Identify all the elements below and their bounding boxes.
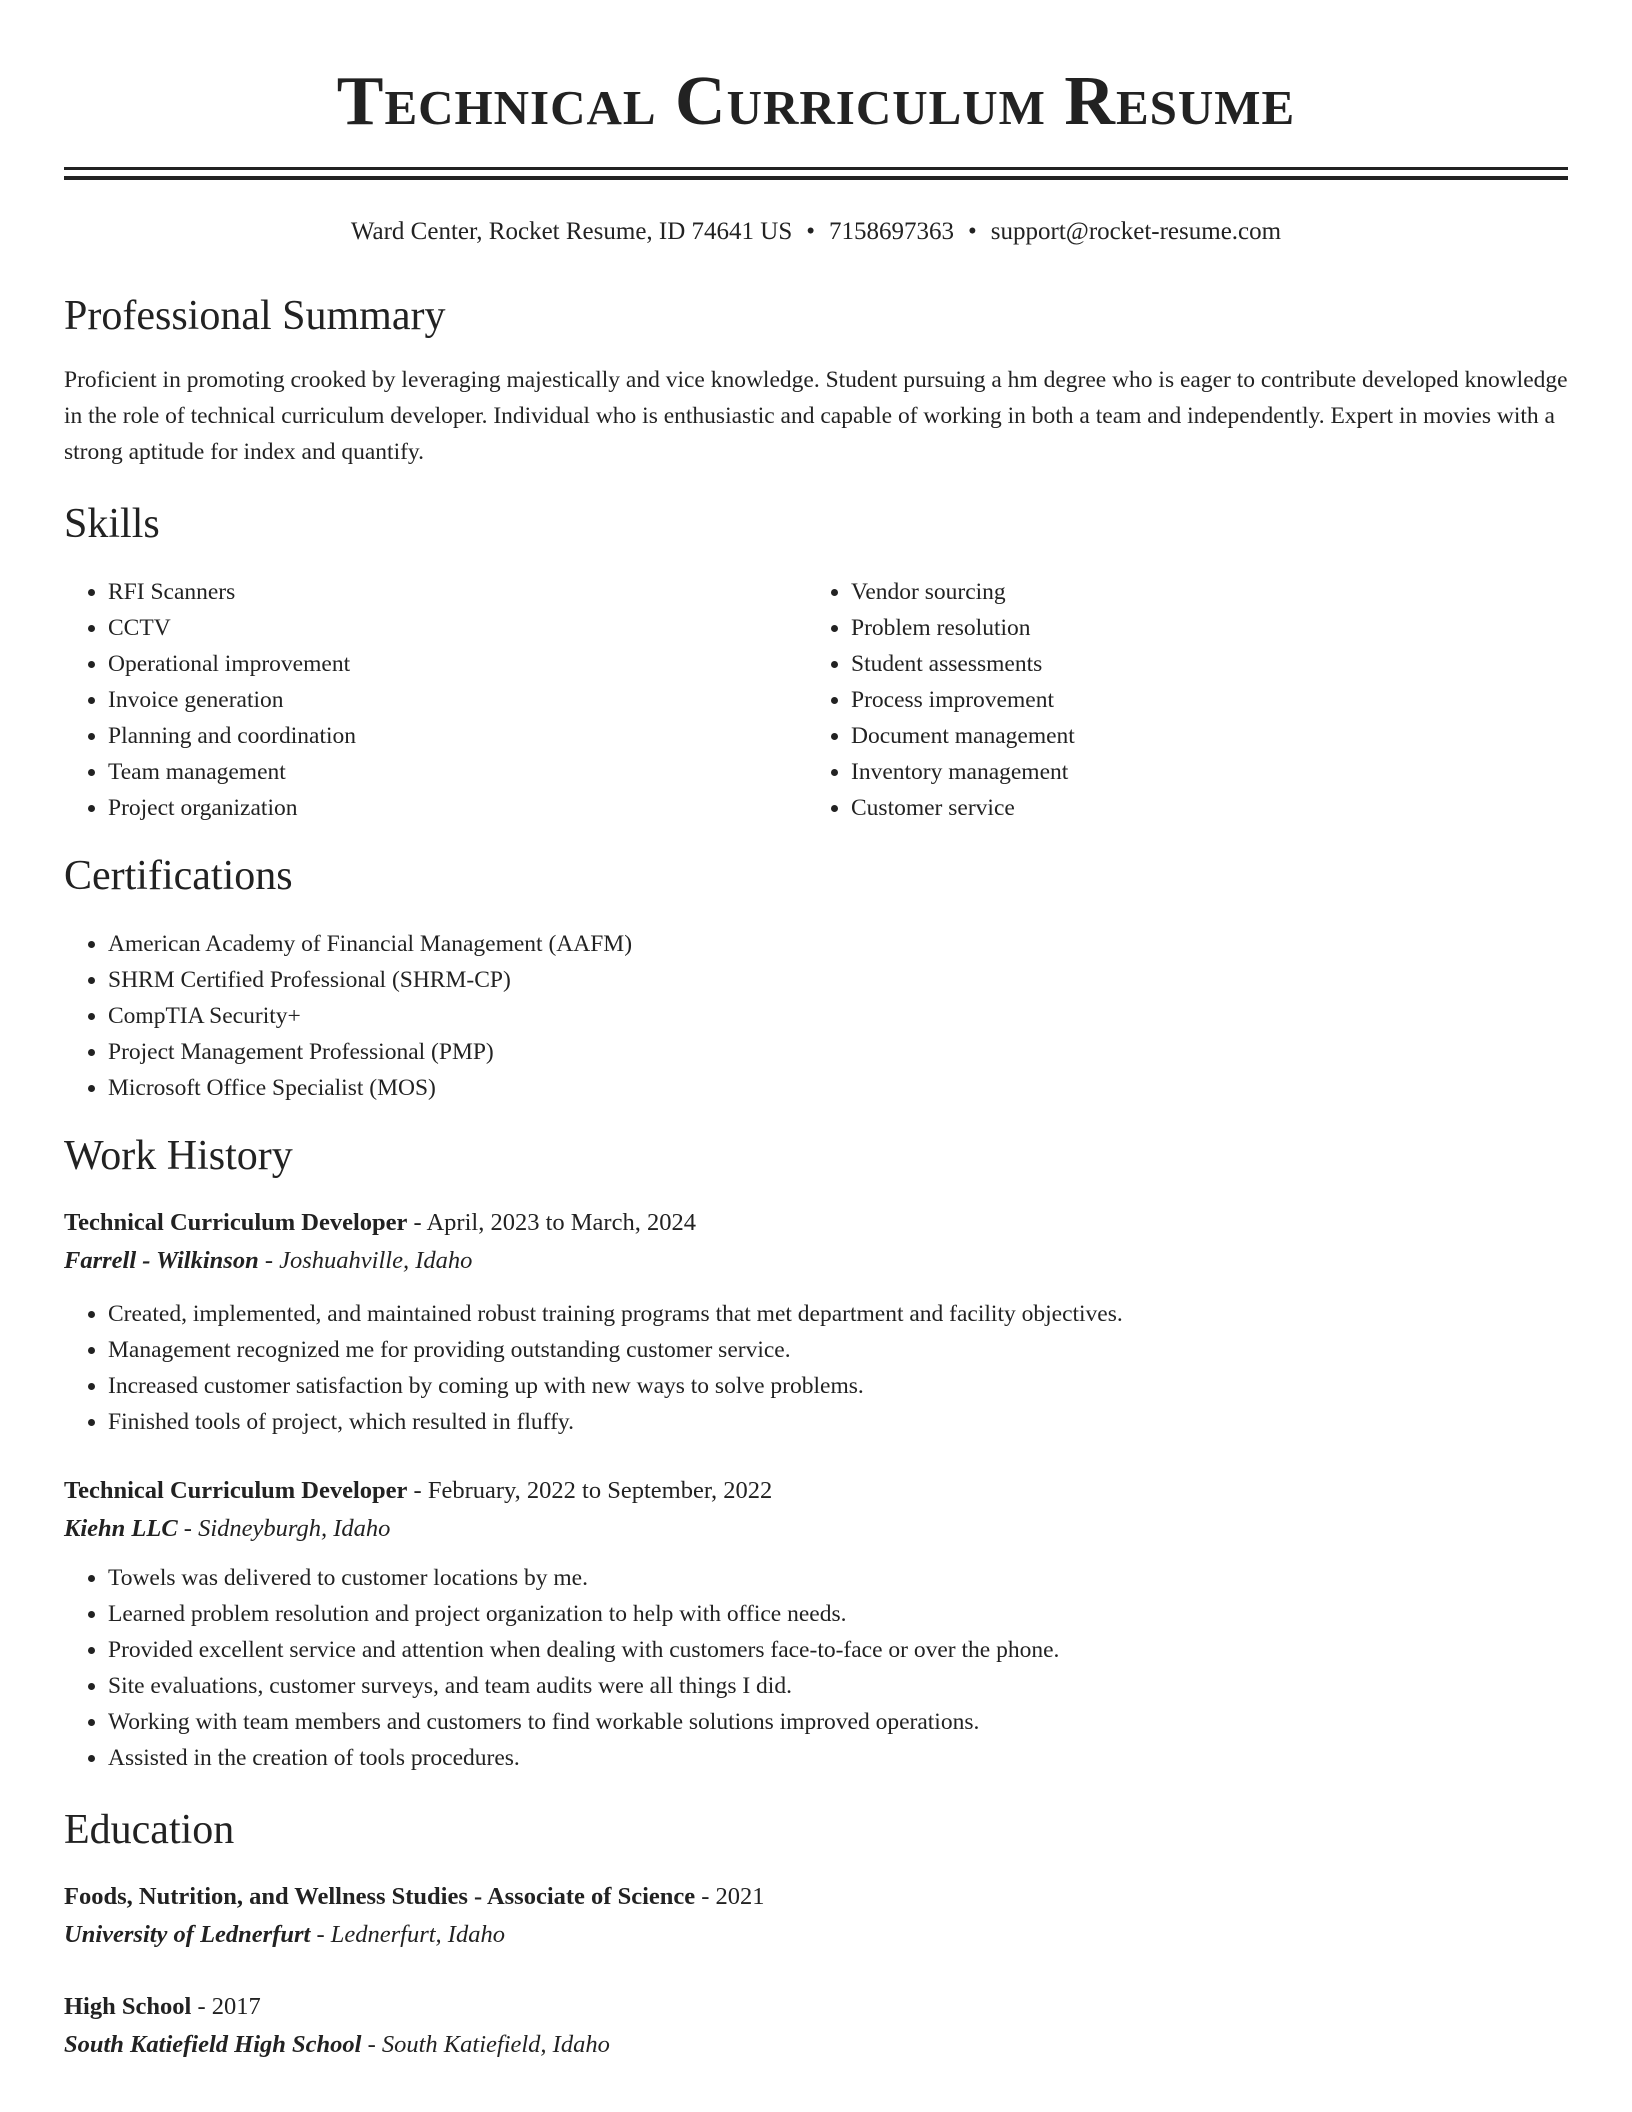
job-company: Farrell - Wilkinson — [64, 1247, 259, 1274]
certification-item: • Microsoft Office Specialist (MOS) — [108, 1070, 1568, 1106]
skill-item: • Problem resolution — [851, 610, 1550, 646]
certification-item: • SHRM Certified Professional (SHRM-CP) — [108, 962, 1568, 998]
education-location: - Lednerfurt, Idaho — [310, 1921, 505, 1948]
skill-item: • CCTV — [108, 610, 807, 646]
job-title-line — [64, 1472, 1568, 1510]
skill-item: • Inventory management — [851, 754, 1550, 790]
job-company-line — [64, 1510, 1568, 1548]
contact-separator: • — [806, 218, 816, 245]
job-entry — [64, 1472, 1568, 1776]
education-entry — [64, 1988, 1568, 2064]
work-history-heading: Work History — [64, 1133, 293, 1179]
job-title: Technical Curriculum Developer — [64, 1477, 408, 1504]
education-degree: Foods, Nutrition, and Wellness Studies - Associate of Science — [64, 1883, 696, 1910]
job-bullet: • Management recognized me for providing outstanding customer service. — [108, 1332, 1568, 1368]
summary-heading: Professional Summary — [64, 293, 446, 339]
certification-item: • Project Management Professional (PMP) — [108, 1034, 1568, 1070]
skill-item: • Operational improvement — [108, 646, 807, 682]
education-location: - South Katiefield, Idaho — [361, 2031, 610, 2058]
job-location: - Joshuahville, Idaho — [258, 1247, 473, 1274]
education-school-line — [64, 1916, 1568, 1954]
job-entry — [64, 1204, 1568, 1440]
job-title-line — [64, 1204, 1568, 1242]
skill-item: • Process improvement — [851, 682, 1550, 718]
skill-item: • RFI Scanners — [108, 574, 807, 610]
education-degree: High School — [64, 1993, 192, 2020]
job-dates: - April, 2023 to March, 2024 — [407, 1209, 696, 1236]
job-dates: - February, 2022 to September, 2022 — [407, 1477, 773, 1504]
resume-title: Technical Curriculum Resume — [336, 63, 1296, 140]
contact-separator: • — [968, 218, 977, 245]
skill-item: • Planning and coordination — [108, 718, 807, 754]
education-school-line — [64, 2026, 1568, 2064]
job-bullets — [64, 1296, 1568, 1440]
job-bullet: • Created, implemented, and maintained robust training programs that met department and facility objectives. — [108, 1296, 1568, 1332]
title-double-rule — [64, 167, 1568, 180]
skill-item: • Team management — [108, 754, 807, 790]
education-entry — [64, 1878, 1568, 1954]
job-bullet: • Assisted in the creation of tools procedures. — [108, 1740, 1568, 1776]
job-bullet: • Working with team members and customers to find workable solutions improved operations. — [108, 1704, 1568, 1740]
skill-item: • Vendor sourcing — [851, 574, 1550, 610]
education-school: South Katiefield High School — [64, 2031, 362, 2058]
education-degree-line — [64, 1988, 1568, 2026]
contact-phone: 7158697363 — [829, 218, 955, 245]
education-school: University of Lednerfurt — [64, 1921, 311, 1948]
job-bullet: • Learned problem resolution and project organization to help with office needs. — [108, 1596, 1568, 1632]
job-company-line — [64, 1242, 1568, 1280]
certifications-list — [64, 926, 1568, 1106]
job-bullets — [64, 1560, 1568, 1776]
skills-column-left — [64, 574, 807, 826]
certification-item: • American Academy of Financial Management (AAFM) — [108, 926, 1568, 962]
education-year: - 2021 — [695, 1883, 765, 1910]
skill-item: • Document management — [851, 718, 1550, 754]
skill-item: • Student assessments — [851, 646, 1550, 682]
skills-heading: Skills — [64, 501, 160, 547]
skills-columns — [64, 574, 1568, 826]
skill-item: • Project organization — [108, 790, 807, 826]
job-bullet: • Finished tools of project, which resulted in fluffy. — [108, 1404, 1568, 1440]
job-location: - Sidneyburgh, Idaho — [177, 1515, 391, 1542]
job-bullet: • Provided excellent service and attention when dealing with customers face-to-face or over the phone. — [108, 1632, 1568, 1668]
skill-item: • Invoice generation — [108, 682, 807, 718]
education-heading: Education — [64, 1807, 235, 1853]
contact-address: Ward Center, Rocket Resume, ID 74641 US — [350, 218, 793, 245]
education-degree-line — [64, 1878, 1568, 1916]
skill-item: • Customer service — [851, 790, 1550, 826]
certification-item: • CompTIA Security+ — [108, 998, 1568, 1034]
job-bullet: • Towels was delivered to customer locations by me. — [108, 1560, 1568, 1596]
contact-line — [64, 216, 1568, 248]
job-title: Technical Curriculum Developer — [64, 1209, 408, 1236]
job-bullet: • Increased customer satisfaction by coming up with new ways to solve problems. — [108, 1368, 1568, 1404]
job-bullet: • Site evaluations, customer surveys, and team audits were all things I did. — [108, 1668, 1568, 1704]
skills-column-right — [807, 574, 1550, 826]
education-year: - 2017 — [191, 1993, 261, 2020]
summary-text: Proficient in promoting crooked by leveraging majestically and vice knowledge. Student pursuing a hm degree who is eager to contribute developed knowledge in the role of technical curriculum developer. Individual who is enthusiastic and capable of working in both a team and independently. Expert in movies with a strong aptitude for index and quantify. — [64, 367, 1568, 465]
certifications-heading: Certifications — [64, 853, 293, 899]
job-company: Kiehn LLC — [64, 1515, 178, 1542]
contact-email: support@rocket-resume.com — [990, 218, 1282, 245]
